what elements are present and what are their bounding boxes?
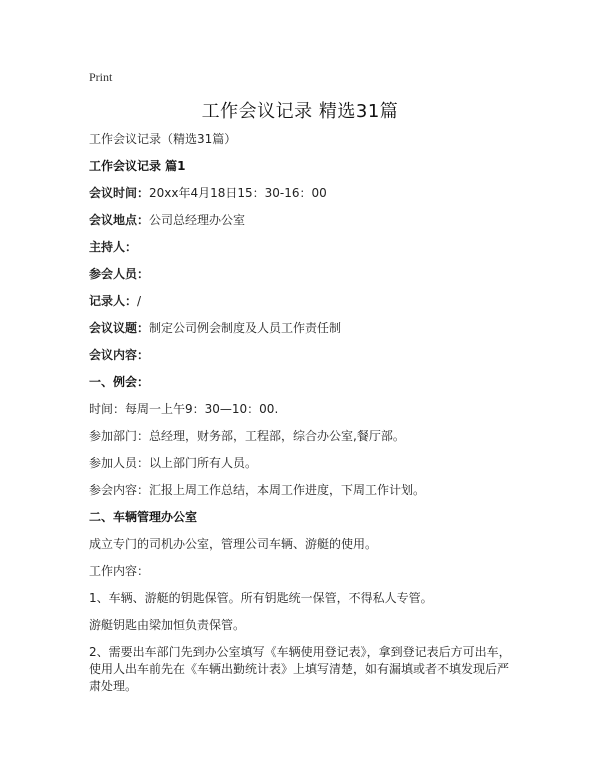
- meeting-recorder: [89, 293, 519, 310]
- print-link[interactable]: Print: [89, 70, 113, 84]
- section-heading-vehicle-office: 二、车辆管理办公室: [89, 510, 198, 524]
- document-body: [89, 131, 519, 705]
- meeting-host-label: 主持人：: [89, 240, 138, 254]
- section-heading-article-1: 工作会议记录 篇1: [89, 159, 186, 173]
- meeting-agenda: 参会内容：汇报上周工作总结，本周工作进度，下周工作计划。: [89, 483, 426, 497]
- meeting-topic-value: 制定公司例会制度及人员工作责任制: [149, 321, 342, 335]
- participating-departments: 参加部门：总经理，财务部，工程部，综合办公室,餐厅部。: [89, 429, 405, 443]
- vehicle-office-description: 成立专门的司机办公室，管理公司车辆、游艇的使用。: [89, 537, 378, 551]
- work-item-2: 2、需要出车部门先到办公室填写《车辆使用登记表》，拿到登记表后方可出车，使用人出车前先在《车辆出勤统计表》上填写清楚，如有漏填或者不填发现后严肃处理。: [89, 645, 511, 693]
- yacht-key-custodian: 游艇钥匙由梁加恒负责保管。: [89, 618, 246, 632]
- meeting-content: [89, 347, 519, 364]
- meeting-time-label: 会议时间：: [89, 186, 150, 200]
- meeting-time: [89, 185, 519, 202]
- meeting-attendees-label: 参会人员：: [89, 267, 150, 281]
- meeting-location: [89, 212, 519, 229]
- work-item-1: 1、车辆、游艇的钥匙保管。所有钥匙统一保管，不得私人专管。: [89, 591, 433, 605]
- meeting-topic-label: 会议议题：: [89, 321, 150, 335]
- doc-subtitle: 工作会议记录（精选31篇）: [89, 132, 237, 146]
- meeting-host: [89, 239, 519, 256]
- meeting-topic: [89, 320, 519, 337]
- participating-staff: 参加人员：以上部门所有人员。: [89, 456, 258, 470]
- section-heading-regular-meeting: 一、例会：: [89, 375, 150, 389]
- meeting-recorder-label: 记录人：: [89, 294, 138, 308]
- work-content-heading: 工作内容：: [89, 564, 150, 578]
- meeting-time-value: 20xx年4月18日15：30-16：00: [149, 186, 327, 200]
- meeting-content-label: 会议内容：: [89, 348, 150, 362]
- meeting-attendees: [89, 266, 519, 283]
- meeting-location-value: 公司总经理办公室: [149, 213, 246, 227]
- meeting-recorder-value: /: [137, 294, 142, 308]
- meeting-schedule: 时间：每周一上午9：30—10：00.: [89, 402, 279, 416]
- document-title: 工作会议记录 精选31篇: [201, 101, 399, 122]
- meeting-location-label: 会议地点：: [89, 213, 150, 227]
